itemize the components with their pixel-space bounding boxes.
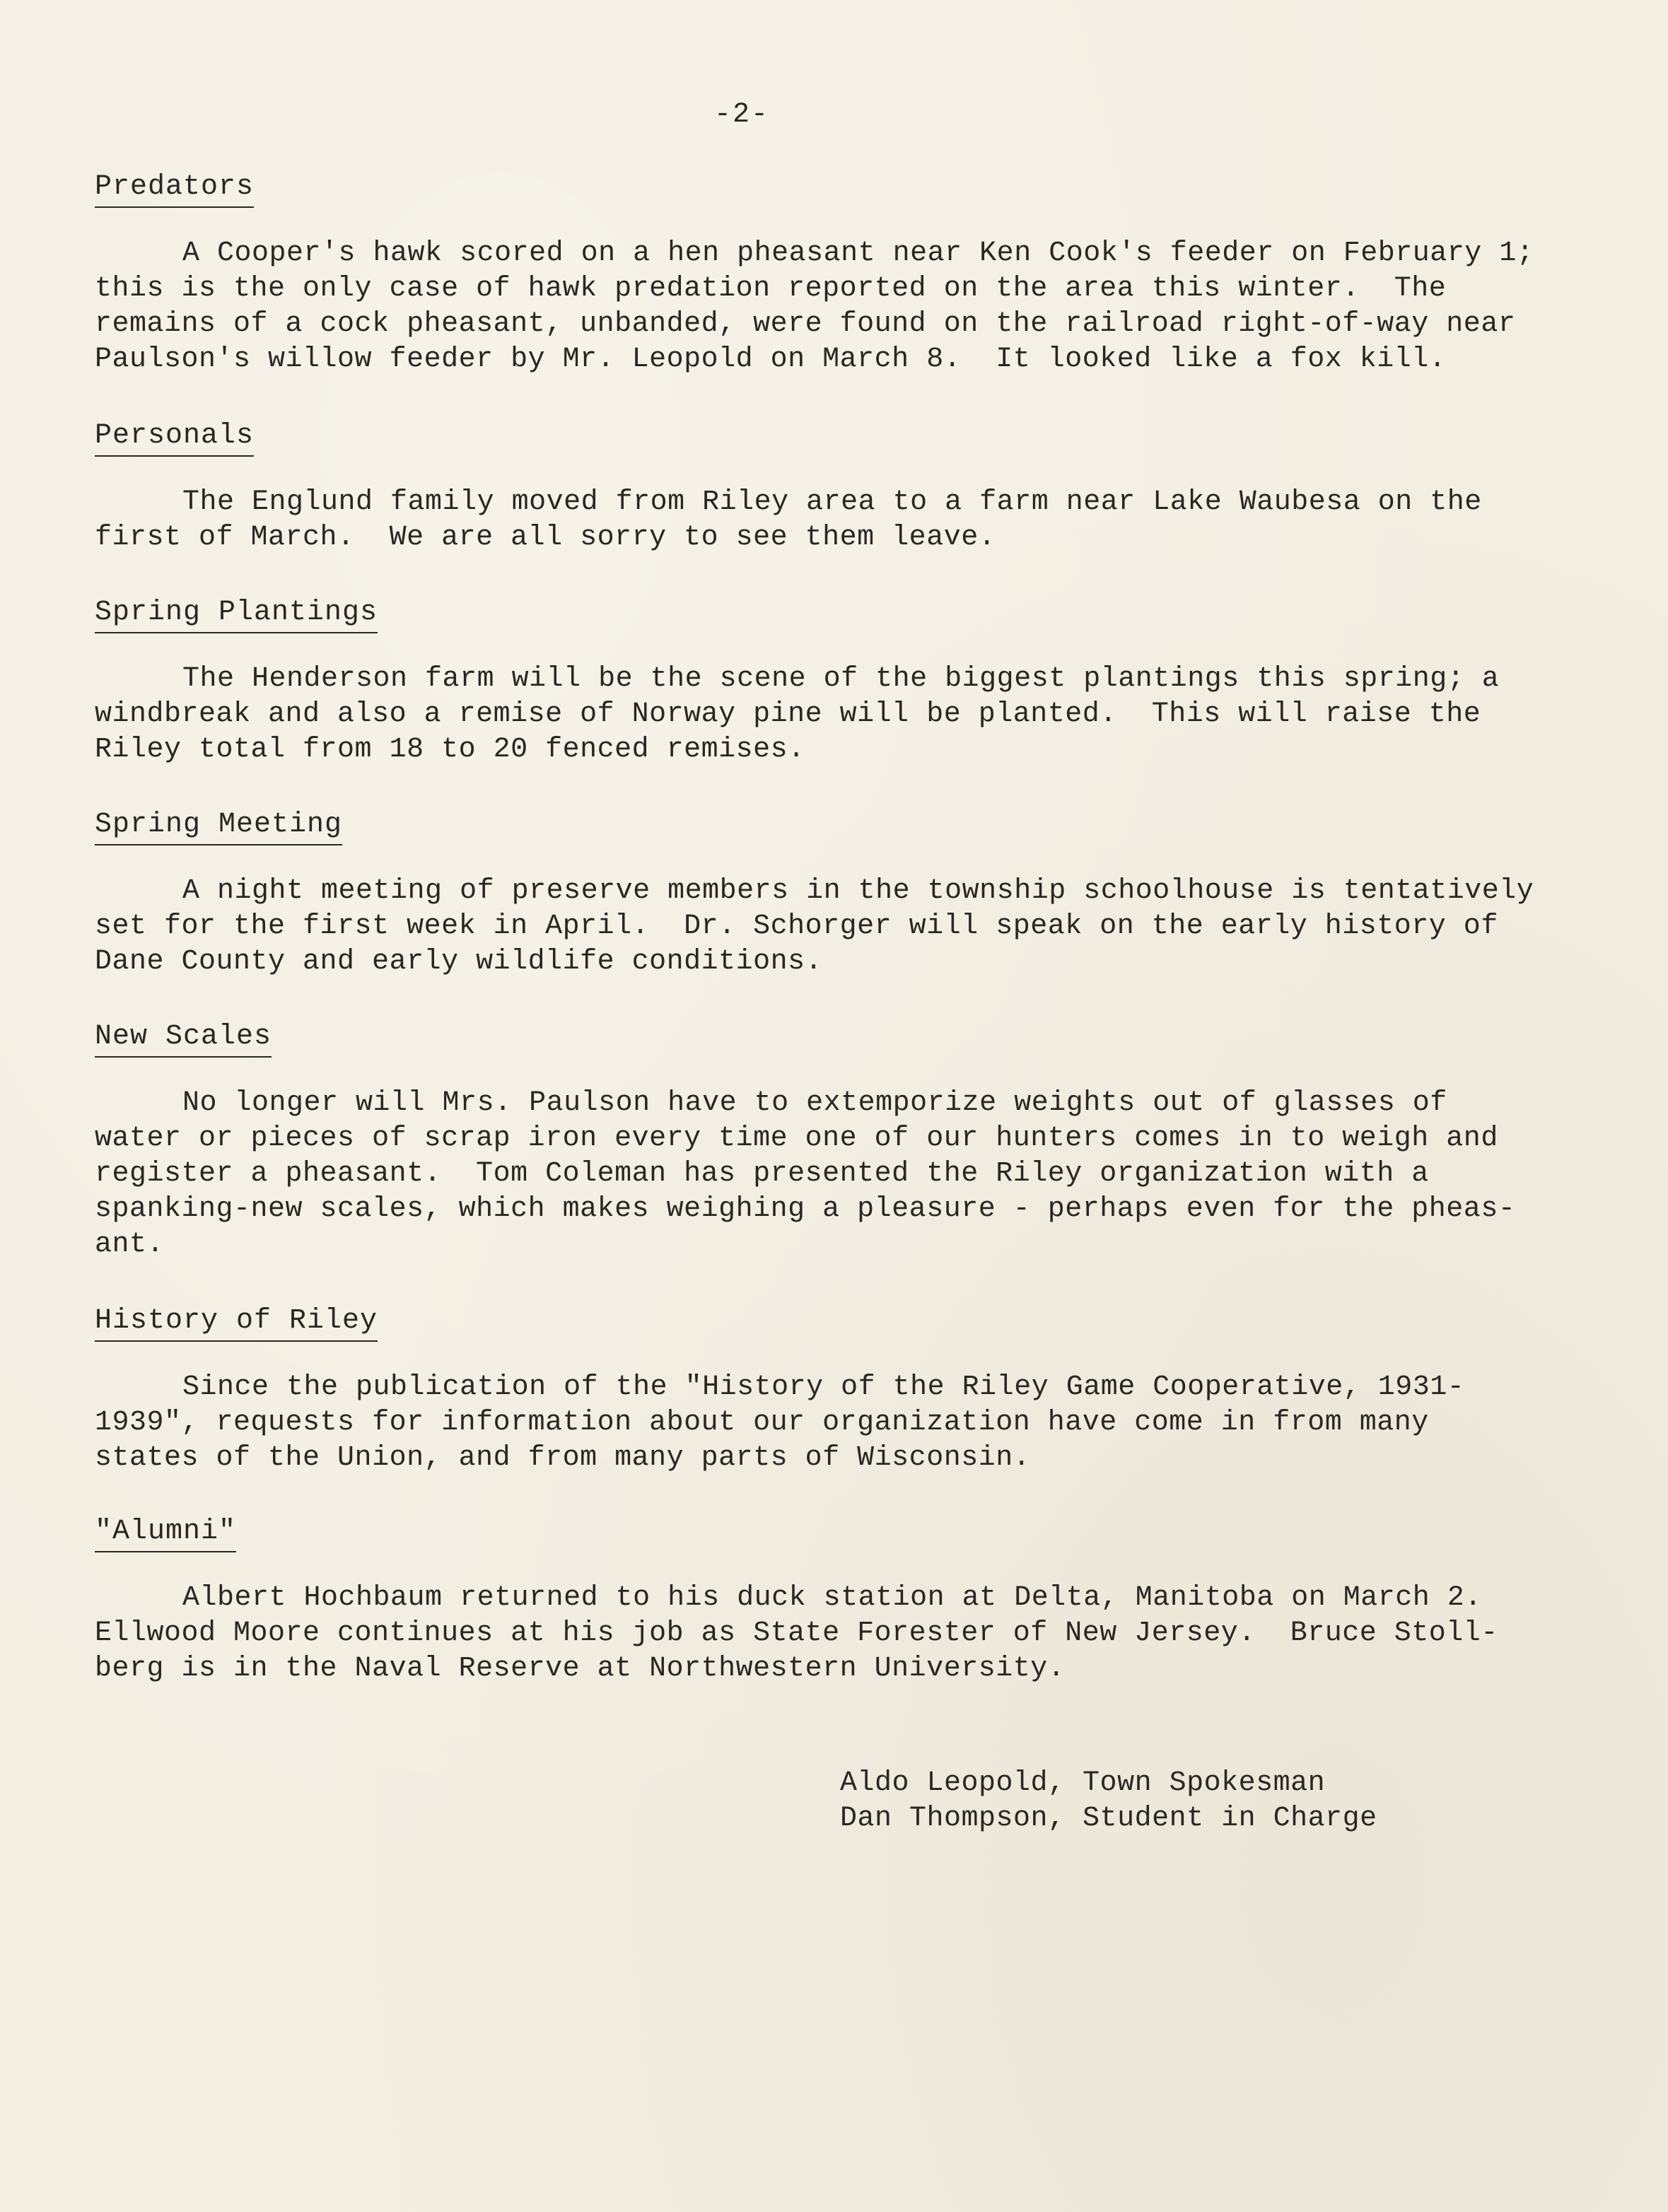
section-paragraph [95,1086,1580,1263]
signature-line: Dan Thompson, Student in Charge [840,1803,1377,1834]
section-paragraph [95,1370,1580,1476]
paragraph-line: No longer will Mrs. Paulson have to extemporize weights out of glasses of [182,1087,1447,1119]
section-heading: Personals [95,419,254,457]
section-alumni [95,1514,1580,1687]
paragraph-line: berg is in the Naval Reserve at Northwestern University. [95,1653,1066,1685]
section-heading: History of Riley [95,1304,378,1342]
paragraph-line: windbreak and also a remise of Norway pine will be planted. This will raise the [95,698,1481,730]
paragraph-line: The Englund family moved from Riley area to a farm near Lake Waubesa on the [182,486,1482,518]
paragraph-line: first of March. We are all sorry to see them leave. [95,522,996,554]
page-number: -2- [714,99,770,131]
section-heading: "Alumni" [95,1514,236,1552]
paragraph-line: remains of a cock pheasant, unbanded, were found on the railroad right-of-way near [95,308,1516,340]
paragraph-line: Ellwood Moore continues at his job as State Forester of New Jersey. Bruce Stoll- [95,1617,1498,1649]
section-heading: Spring Meeting [95,807,342,845]
paragraph-line: ant. [95,1229,165,1260]
section-heading: Predators [95,170,254,208]
paragraph-line: Dane County and early wildlife conditions. [95,946,823,978]
paragraph-line: set for the first week in April. Dr. Schorger will speak on the early history of [95,911,1498,942]
paragraph-line: Riley total from 18 to 20 fenced remises. [95,734,805,766]
section-personals [95,419,1580,556]
paragraph-line: A night meeting of preserve members in the township schoolhouse is tentatively [182,875,1534,907]
section-paragraph [95,1581,1580,1687]
section-paragraph [95,485,1580,556]
section-paragraph [95,236,1580,378]
section-predators [95,170,1580,378]
section-new-scales [95,1019,1580,1263]
signature-line: Aldo Leopold, Town Spokesman [840,1767,1326,1799]
paragraph-line: Albert Hochbaum returned to his duck station at Delta, Manitoba on March 2. [182,1582,1482,1614]
paragraph-line: A Cooper's hawk scored on a hen pheasant near Ken Cook's feeder on February 1; [182,238,1534,269]
paragraph-line: this is the only case of hawk predation reported on the area this winter. The [95,273,1447,305]
paragraph-line: The Henderson farm will be the scene of the biggest plantings this spring; a [182,663,1500,695]
paragraph-line: water or pieces of scrap iron every time one of our hunters comes in to weigh and [95,1123,1498,1154]
paragraph-line: states of the Union, and from many parts of Wisconsin. [95,1442,1031,1474]
section-heading: New Scales [95,1019,272,1058]
paragraph-line: spanking-new scales, which makes weighing a pleasure - perhaps even for the pheas- [95,1193,1516,1225]
paragraph-line: Since the publication of the "History of the Riley Game Cooperative, 1931- [182,1371,1465,1403]
paragraph-line: register a pheasant. Tom Coleman has presented the Riley organization with a [95,1158,1429,1190]
section-paragraph [95,662,1580,768]
paragraph-line: Paulson's willow feeder by Mr. Leopold on March 8. It looked like a fox kill. [95,344,1447,375]
section-spring-meeting [95,807,1580,980]
section-paragraph [95,874,1580,980]
section-spring-plantings [95,595,1580,768]
section-heading: Spring Plantings [95,595,378,633]
signature-block [840,1766,1377,1837]
paragraph-line: 1939", requests for information about our organization have come in from many [95,1407,1429,1439]
section-history-of-riley [95,1304,1580,1476]
